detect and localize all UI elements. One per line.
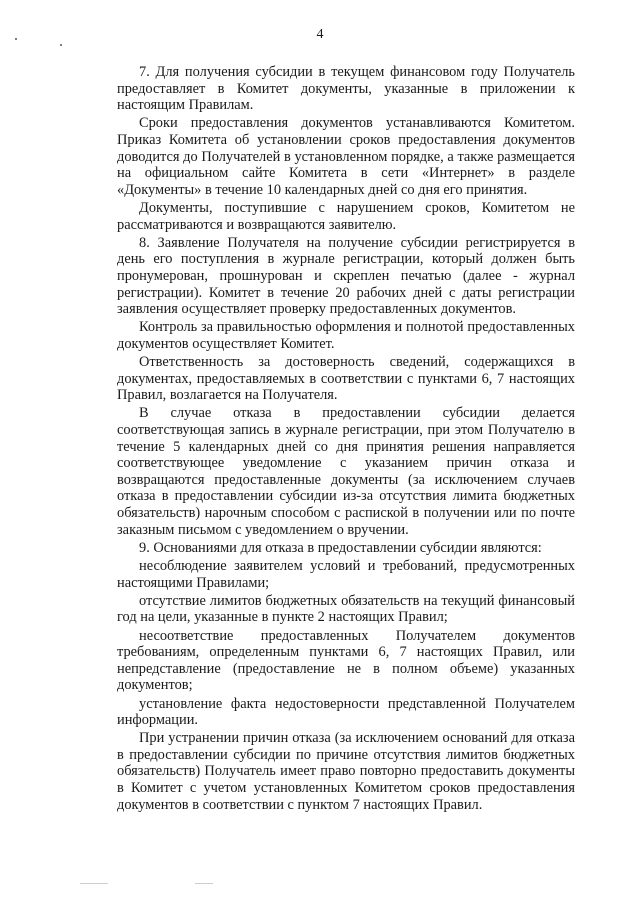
paragraph-resubmission: При устранении причин отказа (за исключением оснований для отказа в предоставлении субсидии по причине отсутствия лимитов бюджетных обязательств) Получатель имеет право повторно предоставить документы в Комитет с учетом установленных Комитетом сроков предоставления документов в соответствии с пунктом 7 настоящих Правил.: [117, 730, 575, 813]
paragraph-submission-deadlines: Сроки предоставления документов устанавливаются Комитетом. Приказ Комитета об установлении сроков предоставления документов доводится до Получателей в установленном порядке, а также размещается на официальном сайте Комитета в сети «Интернет» в разделе «Документы» в течение 10 календарных дней со дня его принятия.: [117, 115, 575, 198]
paragraph-9-grounds: 9. Основаниями для отказа в предоставлении субсидии являются:: [139, 539, 542, 556]
scan-artifact: [80, 883, 108, 884]
paragraph-control: Контроль за правильностью оформления и полнотой предоставленных документов осуществляет Комитет.: [117, 319, 575, 352]
ground-no-limits: отсутствие лимитов бюджетных обязательств на текущий финансовый год на цели, указанные в пункте 2 настоящих Правил;: [117, 592, 575, 626]
ground-false-information: установление факта недостоверности представленной Получателем информации.: [117, 695, 575, 729]
ground-noncompliance: несоблюдение заявителем условий и требований, предусмотренных настоящими Правилами;: [117, 557, 575, 591]
ground-document-mismatch: несоответствие предоставленных Получателем документов требованиям, определенным пунктами 6, 7 настоящих Правил, или непредставление (предоставление не в полном объеме) указанных документов;: [117, 627, 575, 694]
paragraph-8-registration: 8. Заявление Получателя на получение субсидии регистрируется в день его поступления в журнале регистрации, который должен быть пронумерован, прошнурован и скреплен печатью (далее - журнал регистрации). Комитет в течение 20 рабочих дней с даты регистрации заявления осуществляет проверку предоставленных документов.: [117, 234, 575, 318]
paragraph-responsibility: Ответственность за достоверность сведений, содержащихся в документах, предоставляемых в соответствии с пунктами 6, 7 настоящих Правил, возлагается на Получателя.: [117, 354, 575, 404]
paragraph-7-intro: 7. Для получения субсидии в текущем финансовом году Получатель предоставляет в Комитет документы, указанные в приложении к настоящим Правилам.: [117, 64, 575, 114]
paragraph-late-documents: Документы, поступившие с нарушением сроков, Комитетом не рассматриваются и возвращаются заявителю.: [117, 199, 575, 233]
scan-speck: [60, 44, 62, 46]
paragraph-refusal-notice: В случае отказа в предоставлении субсидии делается соответствующая запись в журнале регистрации, при этом Получателю в течение 5 календарных дней со дня принятия решения направляется соответствующее уведомление с указанием причин отказа и возвращаются предоставленные документы (за исключением случаев отказа в предоставлении субсидии из-за отсутствия лимита бюджетных обязательств) нарочным способом с распиской в получении или по почте заказным письмом с уведомлением о вручении.: [117, 405, 575, 538]
scan-artifact: [195, 883, 213, 884]
scan-speck: [15, 38, 17, 40]
document-body: [117, 64, 575, 815]
page-number: 4: [316, 27, 324, 42]
